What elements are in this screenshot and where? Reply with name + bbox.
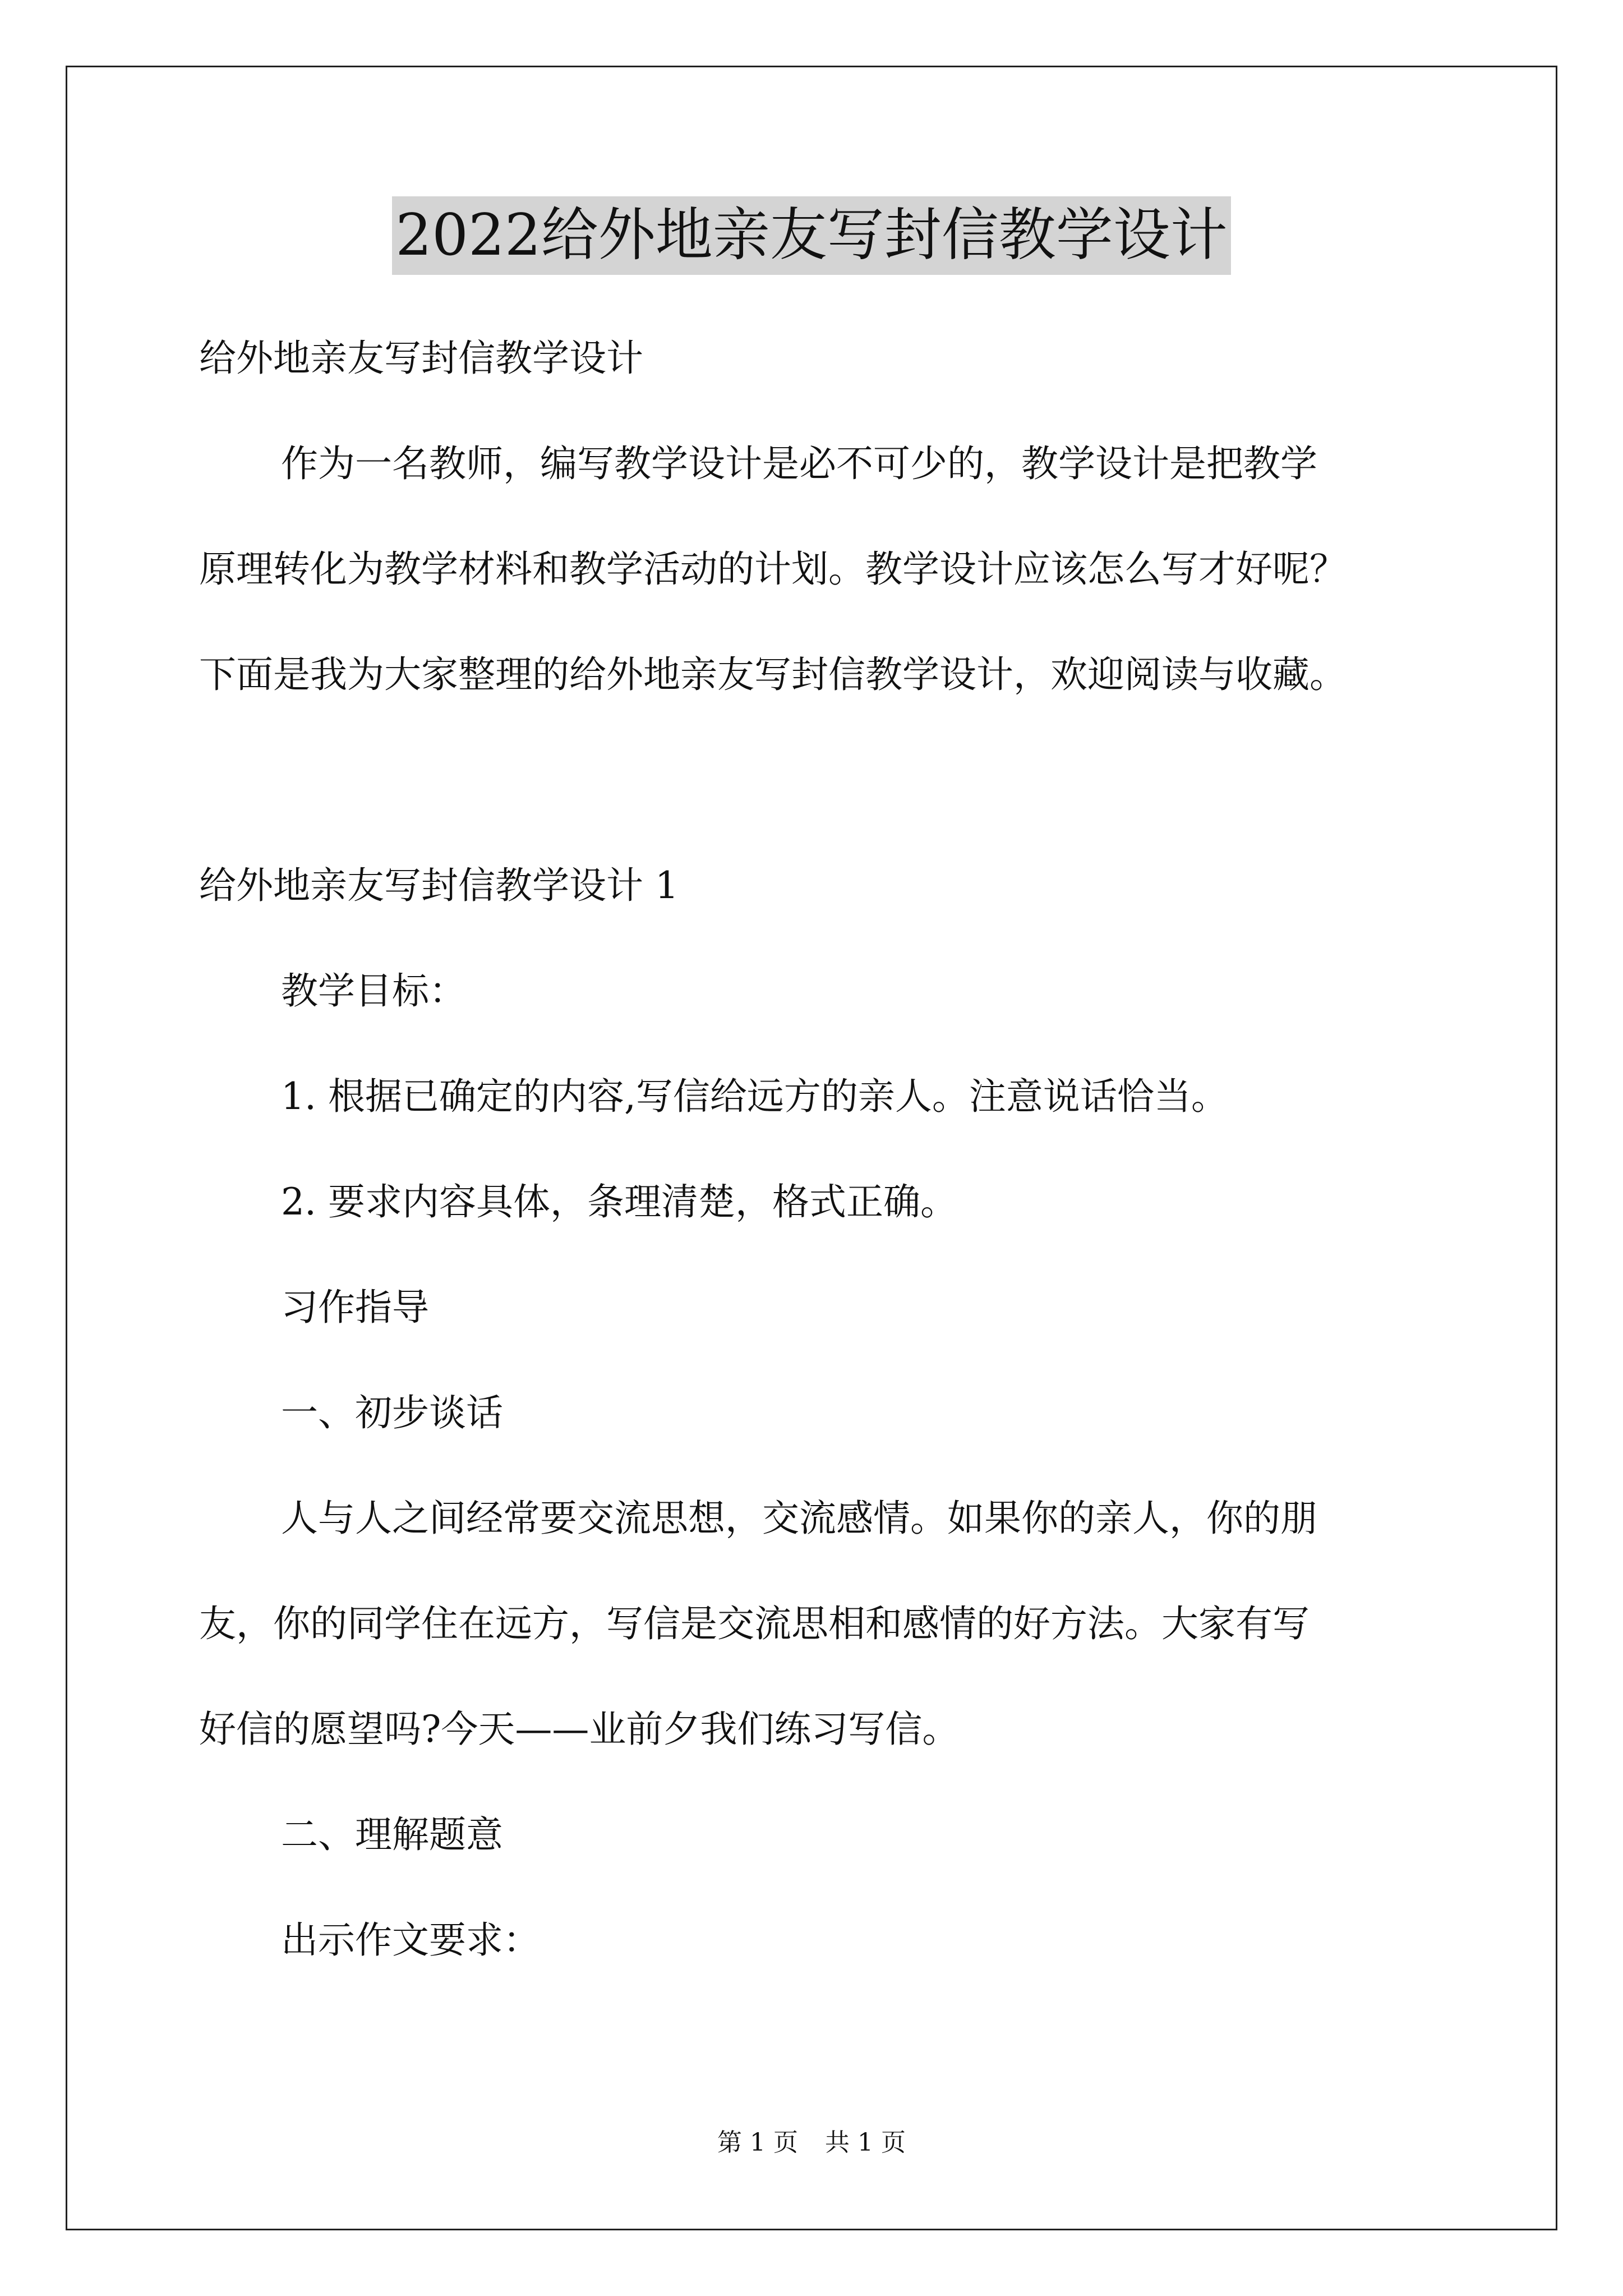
blank-line — [199, 728, 1433, 833]
step-heading-1: 一、初步谈话 — [281, 1391, 503, 1434]
page-footer — [0, 2126, 1623, 2160]
guide-heading: 习作指导 — [281, 1286, 429, 1329]
document-body — [199, 306, 1433, 1993]
goals-heading: 教学目标： — [281, 969, 466, 1013]
talk-line-1: 人与人之间经常要交流思想，交流感情。如果你的亲人，你的朋 — [281, 1497, 1317, 1540]
step-heading-2: 二、理解题意 — [281, 1813, 503, 1856]
section-title: 给外地亲友写封信教学设计 1 — [199, 864, 679, 907]
document-title: 2022给外地亲友写封信教学设计 — [392, 196, 1231, 275]
page-number-total: 共 1 页 — [825, 2128, 906, 2157]
requirements-line: 出示作文要求： — [281, 1918, 540, 1962]
intro-line-3: 下面是我为大家整理的给外地亲友写封信教学设计，欢迎阅读与收藏。 — [199, 653, 1347, 696]
goal-item-2: 2. 要求内容具体，条理清楚，格式正确。 — [281, 1180, 957, 1223]
talk-line-3: 好信的愿望吗?今天——业前夕我们练习写信。 — [199, 1708, 960, 1751]
goal-item-1: 1. 根据已确定的内容,写信给远方的亲人。注意说话恰当。 — [281, 1075, 1228, 1118]
talk-line-2: 友，你的同学住在远方，写信是交流思相和感情的好方法。大家有写 — [199, 1602, 1310, 1645]
subtitle-line: 给外地亲友写封信教学设计 — [199, 337, 643, 380]
intro-line-1: 作为一名教师，编写教学设计是必不可少的，教学设计是把教学 — [281, 442, 1317, 485]
intro-line-2: 原理转化为教学材料和教学活动的计划。教学设计应该怎么写才好呢？ — [199, 547, 1347, 591]
page-number-current: 第 1 页 — [717, 2128, 798, 2157]
title-container — [0, 196, 1623, 275]
